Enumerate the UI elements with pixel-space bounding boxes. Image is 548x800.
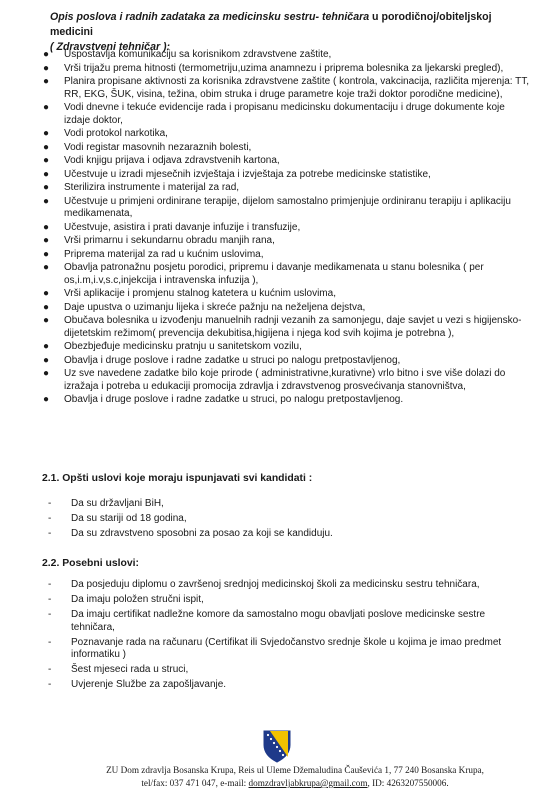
special-condition-item-text: Šest mjeseci rada u struci, xyxy=(71,664,189,675)
bullet-icon: ● xyxy=(43,235,50,246)
special-condition-item-text: Da imaju certifikat nadležne komore da samostalno mogu obavljati poslove medicinske sestre tehničara, xyxy=(71,609,486,633)
duty-item-text: Obavlja i druge poslove i radne zadatke u struci po nalogu pretpostavljenog, xyxy=(64,354,401,366)
duty-item xyxy=(40,142,530,155)
dash-icon: - xyxy=(48,528,52,539)
dash-icon: - xyxy=(48,679,52,690)
duty-item xyxy=(40,102,530,127)
bullet-icon: ● xyxy=(43,155,50,166)
special-condition-item-text: Da imaju položen stručni ispit, xyxy=(71,594,204,605)
duty-item-text: Obučava bolesnika u izvođenju manuelnih radnji vezanih za samonjegu, daje savjet u vezi s higijensko-dijetetskim režimom( prevencija dekubitisa,higijena i njega kod svih kojima je potrebna ), xyxy=(64,315,522,339)
bullet-icon: ● xyxy=(43,76,50,87)
duty-item-text: Vodi protokol narkotika, xyxy=(64,128,168,139)
bullet-icon: ● xyxy=(43,288,50,299)
special-condition-item xyxy=(48,664,528,677)
duty-item xyxy=(40,196,530,221)
duty-item xyxy=(40,394,530,407)
bullet-icon: ● xyxy=(43,128,50,139)
duty-item-text: Uspostavlja komunikaciju sa korisnikom zdravstvene zaštite, xyxy=(64,49,332,60)
dash-icon: - xyxy=(48,609,52,620)
section-special-heading: 2.2. Posebni uslovi: xyxy=(42,558,140,569)
bullet-icon: ● xyxy=(43,49,50,60)
bih-coat-of-arms-icon xyxy=(262,729,292,763)
footer-line1: ZU Dom zdravlja Bosanska Krupa, Reis ul Uleme Džemaludina Čauševića 1, 77 240 Bosanska Krupa, xyxy=(106,765,484,775)
dash-icon: - xyxy=(48,664,52,675)
footer-line2-suffix: , ID: 4263207550006. xyxy=(367,778,449,788)
duty-item xyxy=(40,368,530,393)
bullet-icon: ● xyxy=(43,141,50,153)
bullet-icon: ● xyxy=(43,248,50,260)
bullet-icon: ● xyxy=(43,368,50,379)
bullet-icon: ● xyxy=(43,301,50,313)
duty-item-text: Vodi knjigu prijava i odjava zdravstvenih kartona, xyxy=(64,155,280,166)
bullet-icon: ● xyxy=(43,262,50,273)
dash-icon: - xyxy=(48,498,52,509)
duty-item xyxy=(40,315,530,340)
dash-icon: - xyxy=(48,513,52,524)
footer-email-link[interactable]: domzdravljabkrupa@gmail.com xyxy=(248,778,368,788)
duty-item-text: Vodi registar masovnih nezaraznih bolesti, xyxy=(64,141,252,153)
special-condition-item xyxy=(48,579,528,592)
special-condition-item xyxy=(48,637,528,662)
duty-item xyxy=(40,302,530,315)
duty-item xyxy=(40,49,530,62)
special-condition-item xyxy=(48,609,528,634)
duty-item xyxy=(40,128,530,141)
general-condition-item xyxy=(48,498,528,511)
duty-item-text: Planira propisane aktivnosti za korisnika zdravstvene zaštite ( kontrola, vakcinacija, različita mjerenja: TT, RR, EKG, ŠUK, visina, težina, obim struka i druge parametre koje traži doktor porodične medicine), xyxy=(64,76,530,100)
duty-item-text: Obavlja patronažnu posjetu porodici, pripremu i davanje medikamenata u stanu bolesnika ( per os,i.m,i.v,s.c,injekcija i intravenska infuzija ), xyxy=(64,262,484,286)
bullet-icon: ● xyxy=(43,354,50,366)
bullet-icon: ● xyxy=(43,195,50,207)
duty-item-text: Priprema materijal za rad u kućnim uslovima, xyxy=(64,248,264,260)
duty-item xyxy=(40,222,530,235)
title-rest: u porodičnoj/obiteljskoj medicini xyxy=(50,11,492,38)
duty-item xyxy=(40,76,530,101)
special-condition-item-text: Uvjerenje Službe za zapošljavanje. xyxy=(71,679,227,690)
general-condition-item-text: Da su zdravstveno sposobni za posao za koji se kandiduju. xyxy=(71,528,333,539)
duty-item-text: Obezbjeđuje medicinsku pratnju u sanitetskom vozilu, xyxy=(64,341,302,352)
bullet-icon: ● xyxy=(43,394,50,405)
title-line2: ( Zdravstveni tehničar ): xyxy=(50,41,171,53)
duty-item xyxy=(40,249,530,262)
dash-icon: - xyxy=(48,636,52,648)
duty-item-text: Vrši aplikacije i promjenu stalnog katetera u kućnim uslovima, xyxy=(64,288,336,299)
special-condition-item-text: Poznavanje rada na računaru (Certifikat ili Svjedočanstvo srednje škole u kojima je imao predmet informatiku ) xyxy=(71,636,502,660)
duty-item-text: Vrši primarnu i sekundarnu obradu manjih rana, xyxy=(64,235,275,246)
duty-item xyxy=(40,155,530,168)
bullet-icon: ● xyxy=(43,221,50,233)
bullet-icon: ● xyxy=(43,102,50,113)
duty-item xyxy=(40,355,530,368)
duty-item xyxy=(40,63,530,76)
duty-item xyxy=(40,288,530,301)
dash-icon: - xyxy=(48,594,52,605)
duty-item-text: Daje upustva o uzimanju lijeka i skreće pažnju na neželjena dejstva, xyxy=(64,301,366,313)
duty-item xyxy=(40,169,530,182)
duty-item-text: Učestvuje, asistira i prati davanje infuzije i transfuzije, xyxy=(64,221,301,233)
section-general-heading: 2.1. Opšti uslovi koje moraju ispunjavati svi kandidati : xyxy=(42,473,313,484)
duty-item-text: Uz sve navedene zadatke bilo koje prirode ( administrativne,kurativne) vrlo bitno i sve više dolazi do izražaja i potreba u edukaciji promocija zdravlja i zdravstvenog prosvećivanja stanovništva, xyxy=(64,368,506,392)
dash-icon: - xyxy=(48,579,52,590)
general-condition-item xyxy=(48,528,528,541)
general-condition-item xyxy=(48,513,528,526)
general-conditions-list xyxy=(48,498,528,543)
duty-item-text: Učestvuje u primjeni ordinirane terapije, dijelom samostalno primjenjuje ordiniranu terapiju i aplikaciju medikamenata, xyxy=(64,195,511,219)
duty-item-text: Vodi dnevne i tekuće evidencije rada i propisanu medicinsku dokumentaciju i druge dokumente koje izdaje doktor, xyxy=(64,102,505,126)
duty-item-text: Učestvuje u izradi mjesečnih izvještaja i izvještaja za potrebe medicinske statistike, xyxy=(64,168,431,180)
general-condition-item-text: Da su stariji od 18 godina, xyxy=(71,513,187,524)
special-conditions-list xyxy=(48,579,528,694)
bullet-icon: ● xyxy=(43,315,50,326)
duties-list xyxy=(40,49,530,408)
footer-address xyxy=(60,764,530,790)
title-italic: Opis poslova i radnih zadataka za medicinsku sestru- tehničara xyxy=(50,11,370,23)
duty-item-text: Sterilizira instrumente i materijal za rad, xyxy=(64,182,240,193)
duty-item-text: Vrši trijažu prema hitnosti (termometriju,uzima anamnezu i priprema bolesnika za ljekarski pregled), xyxy=(64,62,504,74)
footer-line2-prefix: tel/fax: 037 471 047, e-mail: xyxy=(141,778,249,788)
bullet-icon: ● xyxy=(43,182,50,193)
duty-item xyxy=(40,235,530,248)
bullet-icon: ● xyxy=(43,62,50,74)
special-condition-item-text: Da posjeduju diplomu o završenoj srednjoj medicinskoj školi za medicinsku sestru tehničara, xyxy=(71,579,480,590)
bullet-icon: ● xyxy=(43,168,50,180)
duty-item xyxy=(40,341,530,354)
special-condition-item xyxy=(48,679,528,692)
bullet-icon: ● xyxy=(43,341,50,352)
duty-item-text: Obavlja i druge poslove i radne zadatke u struci, po nalogu pretpostavljenog. xyxy=(64,394,404,405)
general-condition-item-text: Da su državljani BiH, xyxy=(71,498,164,509)
duty-item xyxy=(40,262,530,287)
special-condition-item xyxy=(48,594,528,607)
duty-item xyxy=(40,182,530,195)
